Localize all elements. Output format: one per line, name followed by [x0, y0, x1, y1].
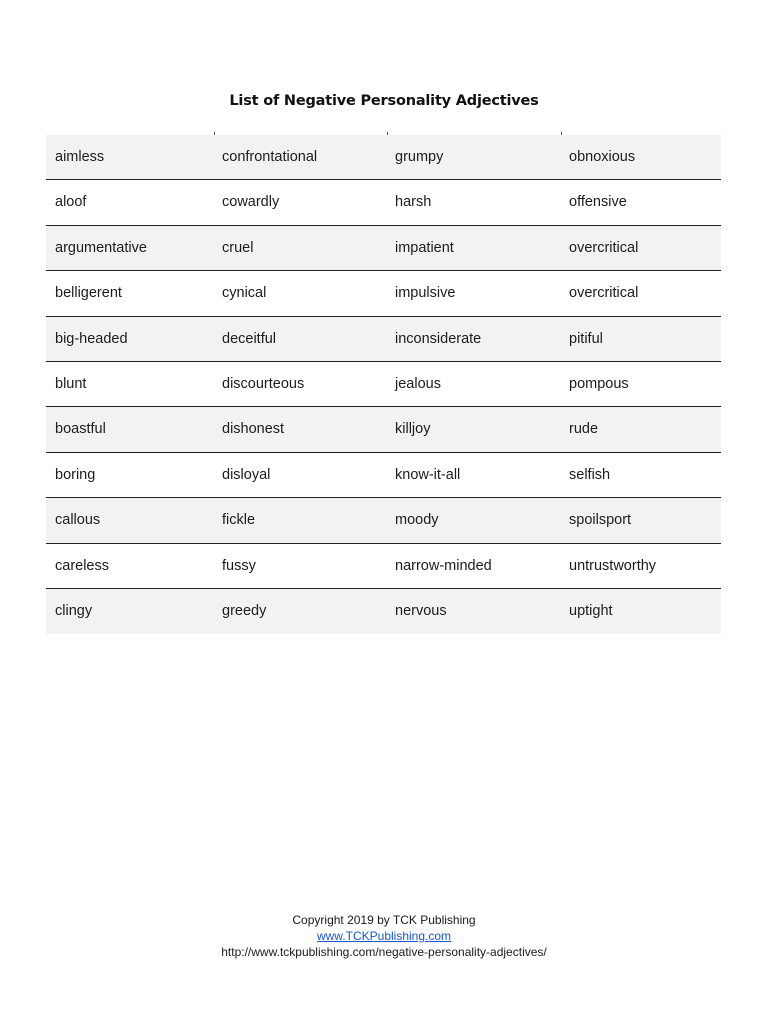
- table-cell: fickle: [222, 512, 256, 529]
- table-cell: clingy: [55, 602, 93, 619]
- table-cell: spoilsport: [569, 512, 632, 529]
- table-cell: selfish: [569, 466, 611, 483]
- table-cell: greedy: [222, 602, 267, 619]
- table-cell: grumpy: [395, 149, 444, 165]
- table-cell: jealous: [395, 375, 441, 392]
- table-cell: untrustworthy: [569, 557, 657, 574]
- table-row: [46, 498, 721, 543]
- table-row: [46, 453, 721, 498]
- table-row: [46, 180, 721, 225]
- table-cell: confrontational: [222, 149, 318, 165]
- table-cell: impulsive: [395, 285, 456, 302]
- table-cell: blunt: [55, 375, 87, 392]
- publisher-link[interactable]: www.TCKPublishing.com: [316, 929, 452, 943]
- table-cell: narrow-minded: [395, 557, 492, 574]
- source-url-text: http://www.tckpublishing.com/negative-personality-adjectives/: [221, 945, 547, 959]
- table-cell: uptight: [569, 602, 613, 619]
- table-cell: disloyal: [222, 466, 271, 483]
- table-cell: cruel: [222, 239, 254, 256]
- table-cell: offensive: [569, 194, 627, 211]
- table-row: [46, 135, 721, 180]
- table-row: [46, 544, 721, 589]
- table-cell: pitiful: [569, 330, 603, 347]
- table-cell: deceitful: [222, 330, 277, 347]
- table-cell: cynical: [222, 285, 267, 302]
- table-row: [46, 271, 721, 316]
- table-cell: overcritical: [569, 285, 639, 302]
- table-cell: killjoy: [395, 421, 431, 438]
- table-row: [46, 362, 721, 407]
- table-cell: discourteous: [222, 375, 305, 392]
- adjectives-table: [46, 135, 721, 634]
- page-footer: [0, 912, 768, 960]
- table-cell: aimless: [55, 149, 105, 165]
- table-cell: big-headed: [55, 330, 128, 347]
- table-cell: know-it-all: [395, 466, 461, 483]
- table-cell: boring: [55, 466, 96, 483]
- table-cell: impatient: [395, 239, 454, 256]
- table-cell: careless: [55, 557, 109, 574]
- table-cell: callous: [55, 512, 101, 529]
- table-cell: dishonest: [222, 421, 285, 438]
- table-cell: pompous: [569, 375, 629, 392]
- table-cell: fussy: [222, 557, 256, 574]
- table-cell: boastful: [55, 421, 106, 438]
- table-cell: harsh: [395, 194, 432, 211]
- table-cell: nervous: [395, 602, 447, 619]
- page-title: List of Negative Personality Adjectives: [229, 93, 539, 109]
- table-cell: obnoxious: [569, 149, 636, 165]
- table-cell: inconsiderate: [395, 330, 482, 347]
- table-cell: aloof: [55, 194, 87, 211]
- table-cell: rude: [569, 421, 599, 438]
- table-row: [46, 226, 721, 271]
- table-row: [46, 317, 721, 362]
- table-cell: cowardly: [222, 194, 280, 211]
- table-cell: argumentative: [55, 239, 147, 256]
- table-row: [46, 407, 721, 452]
- table-cell: moody: [395, 512, 439, 529]
- table-cell: belligerent: [55, 285, 122, 302]
- copyright-text: Copyright 2019 by TCK Publishing: [292, 913, 476, 927]
- table-row: [46, 589, 721, 634]
- table-cell: overcritical: [569, 239, 639, 256]
